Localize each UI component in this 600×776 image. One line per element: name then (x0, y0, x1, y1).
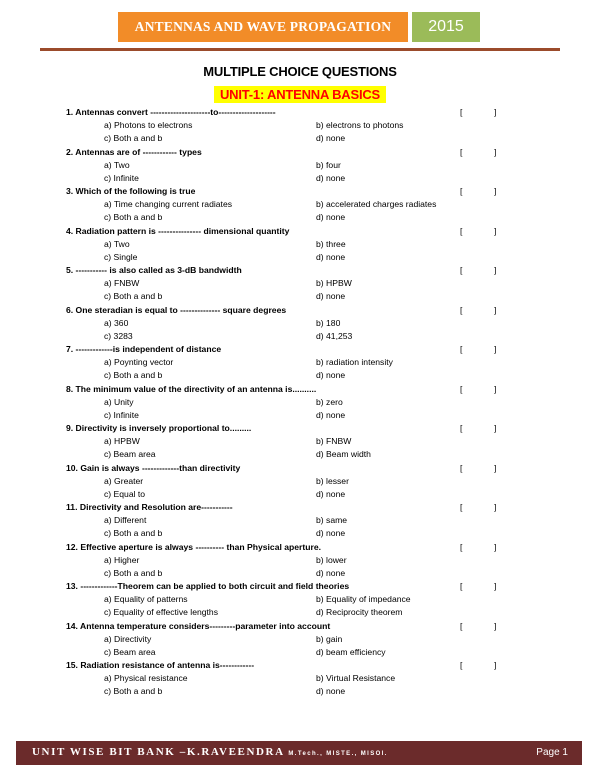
question-item (66, 541, 536, 581)
question-options (66, 514, 536, 540)
answer-bracket-close: ] (494, 620, 497, 631)
question-options (66, 159, 536, 185)
question-options (66, 475, 536, 501)
option-d: d) none (316, 409, 346, 420)
option-a: a) Unity (104, 396, 134, 407)
question-options (66, 317, 536, 343)
option-c: c) Beam area (104, 449, 156, 459)
question-text: 9. Directivity is inversely proportional to......... (66, 423, 252, 433)
question-item (66, 343, 536, 383)
answer-bracket-open: [ (460, 502, 463, 512)
question-stem (66, 541, 536, 554)
option-c: c) Both a and b (104, 686, 163, 696)
answer-bracket-open: [ (460, 186, 463, 196)
option-a: a) FNBW (104, 278, 140, 288)
page-number: Page 1 (536, 747, 568, 758)
option-d: d) none (316, 567, 346, 578)
option-d: d) none (316, 291, 346, 301)
option-d: d) Beam width (316, 449, 371, 459)
option-b: b) lesser (316, 475, 349, 486)
option-a: a) Higher (104, 554, 140, 565)
option-b: b) Equality of impedance (316, 594, 411, 604)
question-stem (66, 343, 536, 356)
question-stem (66, 106, 536, 119)
unit-title: UNIT-1: ANTENNA BASICS (214, 86, 386, 103)
option-b: b) FNBW (316, 436, 352, 446)
document-header (118, 12, 480, 42)
option-d: d) none (316, 172, 346, 183)
option-b: b) four (316, 159, 341, 170)
answer-bracket-close: ] (494, 225, 497, 236)
option-c: c) Equal to (104, 488, 146, 499)
page-title: MULTIPLE CHOICE QUESTIONS (203, 64, 397, 79)
option-a: a) Different (104, 515, 147, 525)
question-text: 5. ----------- is also called as 3-dB bandwidth (66, 265, 242, 275)
option-d: d) beam efficiency (316, 646, 386, 657)
answer-bracket-open: [ (460, 225, 463, 236)
question-item (66, 146, 536, 186)
answer-bracket-close: ] (494, 265, 497, 275)
option-c: c) Both a and b (104, 133, 163, 143)
option-b: b) 180 (316, 317, 341, 328)
header-divider (40, 48, 560, 51)
answer-bracket-open: [ (460, 107, 463, 117)
answer-bracket-open: [ (460, 660, 463, 670)
question-item (66, 580, 536, 620)
question-stem (66, 146, 536, 159)
question-options (66, 119, 536, 145)
question-item (66, 659, 536, 699)
question-text: 7. -------------is independent of distance (66, 344, 222, 354)
question-options (66, 277, 536, 303)
option-c: c) Both a and b (104, 370, 163, 380)
answer-bracket-open: [ (460, 383, 463, 394)
question-item (66, 501, 536, 541)
question-stem (66, 422, 536, 435)
option-d: d) none (316, 133, 346, 143)
option-d: d) none (316, 212, 346, 222)
header-year: 2015 (412, 12, 480, 42)
option-d: d) Reciprocity theorem (316, 607, 403, 617)
page-footer (16, 741, 582, 765)
footer-author-block (32, 746, 388, 758)
answer-bracket-close: ] (494, 383, 497, 394)
answer-bracket-close: ] (494, 423, 497, 433)
question-stem (66, 383, 536, 396)
option-b: b) zero (316, 396, 343, 407)
question-stem (66, 620, 536, 633)
answer-bracket-open: [ (460, 344, 463, 354)
option-c: c) 3283 (104, 330, 133, 341)
option-c: c) Beam area (104, 646, 156, 657)
question-stem (66, 264, 536, 277)
option-a: a) Directivity (104, 633, 152, 644)
option-a: a) Time changing current radiates (104, 199, 233, 209)
option-a: a) 360 (104, 317, 129, 328)
question-text: 4. Radiation pattern is --------------- dimensional quantity (66, 225, 290, 236)
question-item (66, 383, 536, 423)
question-options (66, 435, 536, 461)
question-item (66, 422, 536, 462)
answer-bracket-close: ] (494, 107, 497, 117)
answer-bracket-open: [ (460, 265, 463, 275)
option-b: b) gain (316, 633, 343, 644)
question-options (66, 238, 536, 264)
option-c: c) Both a and b (104, 528, 163, 538)
question-options (66, 633, 536, 659)
answer-bracket-close: ] (494, 541, 497, 552)
answer-bracket-open: [ (460, 581, 463, 591)
option-a: a) Greater (104, 475, 144, 486)
answer-bracket-close: ] (494, 344, 497, 354)
question-stem (66, 185, 536, 198)
option-a: a) Two (104, 159, 130, 170)
question-item (66, 264, 536, 304)
question-item (66, 620, 536, 660)
unit-title-wrap (0, 86, 600, 104)
question-options (66, 198, 536, 224)
question-text: 8. The minimum value of the directivity of an antenna is.......... (66, 383, 317, 394)
question-options (66, 593, 536, 619)
option-d: d) none (316, 686, 346, 696)
option-b: b) accelerated charges radiates (316, 199, 437, 209)
option-d: d) none (316, 251, 346, 262)
answer-bracket-open: [ (460, 462, 463, 473)
question-item (66, 185, 536, 225)
question-stem (66, 225, 536, 238)
option-b: b) three (316, 238, 346, 249)
option-a: a) Photons to electrons (104, 120, 193, 130)
answer-bracket-open: [ (460, 541, 463, 552)
answer-bracket-close: ] (494, 660, 497, 670)
option-b: b) Virtual Resistance (316, 673, 396, 683)
question-item (66, 106, 536, 146)
option-a: a) Two (104, 238, 130, 249)
question-list (66, 106, 536, 699)
question-stem (66, 659, 536, 672)
question-options (66, 672, 536, 698)
option-d: d) none (316, 488, 346, 499)
header-title: ANTENNAS AND WAVE PROPAGATION (118, 12, 408, 42)
answer-bracket-open: [ (460, 423, 463, 433)
question-text: 10. Gain is always -------------than directivity (66, 462, 241, 473)
answer-bracket-close: ] (494, 581, 497, 591)
question-options (66, 396, 536, 422)
option-a: a) Poynting vector (104, 357, 174, 367)
answer-bracket-open: [ (460, 146, 463, 157)
option-b: b) lower (316, 554, 347, 565)
question-text: 15. Radiation resistance of antenna is------------ (66, 660, 255, 670)
question-stem (66, 580, 536, 593)
question-options (66, 554, 536, 580)
answer-bracket-close: ] (494, 304, 497, 315)
answer-bracket-close: ] (494, 502, 497, 512)
question-text: 11. Directivity and Resolution are----------- (66, 502, 233, 512)
option-c: c) Single (104, 251, 138, 262)
option-c: c) Both a and b (104, 567, 163, 578)
answer-bracket-open: [ (460, 304, 463, 315)
question-text: 2. Antennas are of ------------ types (66, 146, 202, 157)
option-c: c) Both a and b (104, 291, 163, 301)
footer-qualifications: M.Tech., MISTE., MISOI. (288, 751, 388, 757)
answer-bracket-close: ] (494, 146, 497, 157)
question-text: 12. Effective aperture is always ---------- than Physical aperture. (66, 541, 322, 552)
question-item (66, 225, 536, 265)
question-text: 3. Which of the following is true (66, 186, 196, 196)
option-d: d) 41,253 (316, 330, 353, 341)
question-stem (66, 462, 536, 475)
option-b: b) HPBW (316, 278, 352, 288)
option-c: c) Infinite (104, 172, 139, 183)
question-options (66, 356, 536, 382)
question-item (66, 462, 536, 502)
option-a: a) HPBW (104, 436, 140, 446)
question-item (66, 304, 536, 344)
option-a: a) Equality of patterns (104, 594, 188, 604)
option-c: c) Equality of effective lengths (104, 607, 219, 617)
option-c: c) Both a and b (104, 212, 163, 222)
question-stem (66, 304, 536, 317)
answer-bracket-close: ] (494, 186, 497, 196)
option-d: d) none (316, 528, 346, 538)
option-b: b) same (316, 515, 348, 525)
answer-bracket-open: [ (460, 620, 463, 631)
footer-author: UNIT WISE BIT BANK –K.RAVEENDRA (32, 746, 285, 758)
question-text: 13. -------------Theorem can be applied to both circuit and field theories (66, 581, 350, 591)
option-b: b) electrons to photons (316, 120, 404, 130)
option-c: c) Infinite (104, 409, 139, 420)
question-text: 14. Antenna temperature considers---------parameter into account (66, 620, 331, 631)
question-stem (66, 501, 536, 514)
option-b: b) radiation intensity (316, 357, 393, 367)
question-text: 6. One steradian is equal to -------------- square degrees (66, 304, 287, 315)
option-a: a) Physical resistance (104, 673, 188, 683)
question-text: 1. Antennas convert ---------------------to-------------------- (66, 107, 276, 117)
option-d: d) none (316, 370, 346, 380)
answer-bracket-close: ] (494, 462, 497, 473)
